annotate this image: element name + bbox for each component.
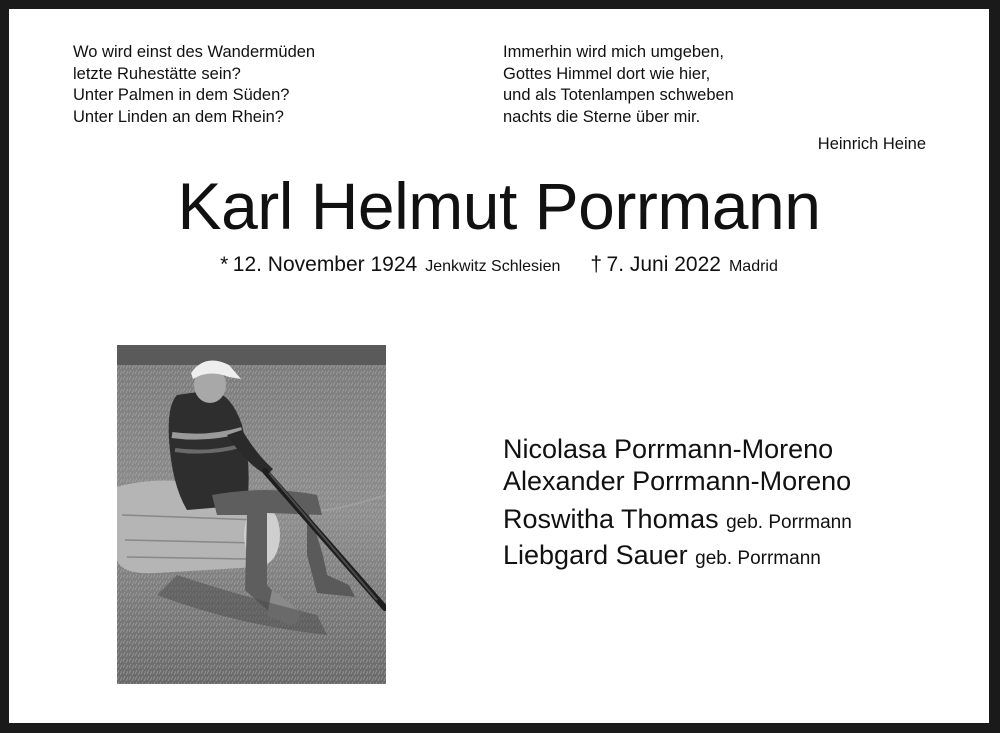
family-member xyxy=(503,539,852,575)
birth-date: 12. November 1924 xyxy=(232,253,418,276)
deceased-name: Karl Helmut Porrmann xyxy=(177,169,821,243)
maiden-name: geb. Porrmann xyxy=(726,512,852,533)
obituary-card xyxy=(9,9,989,723)
poem-line: nachts die Sterne über mir. xyxy=(503,107,701,126)
poem-line: Unter Linden an dem Rhein? xyxy=(73,107,284,126)
family-member xyxy=(503,465,852,497)
family-member-name: Liebgard Sauer xyxy=(503,540,688,570)
portrait-photo xyxy=(117,345,386,684)
family-list xyxy=(503,433,852,575)
poem-stanza-right xyxy=(503,42,734,128)
poem-stanza-left xyxy=(73,42,315,128)
poem-line: letzte Ruhestätte sein? xyxy=(73,64,241,83)
family-member-name: Alexander Porrmann-Moreno xyxy=(503,466,852,496)
birth-symbol: * xyxy=(220,253,229,276)
family-member xyxy=(503,503,852,539)
death-place: Madrid xyxy=(728,258,778,275)
poem-line: und als Totenlampen schweben xyxy=(503,86,734,104)
family-member-name: Roswitha Thomas xyxy=(503,504,719,534)
poem-line: Wo wird einst des Wandermüden xyxy=(73,43,316,61)
family-member-name: Nicolasa Porrmann-Moreno xyxy=(503,434,834,464)
death-date: 7. Juni 2022 xyxy=(606,253,721,276)
poem-author: Heinrich Heine xyxy=(817,135,926,153)
life-dates xyxy=(9,253,989,277)
maiden-name: geb. Porrmann xyxy=(695,548,821,569)
family-member xyxy=(503,433,852,465)
poem-line: Gottes Himmel dort wie hier, xyxy=(503,64,711,83)
death-cross-icon: † xyxy=(590,253,603,276)
poem-line: Unter Palmen in dem Süden? xyxy=(73,86,290,104)
poem-line: Immerhin wird mich umgeben, xyxy=(503,43,724,61)
birth-place: Jenkwitz Schlesien xyxy=(425,258,561,275)
